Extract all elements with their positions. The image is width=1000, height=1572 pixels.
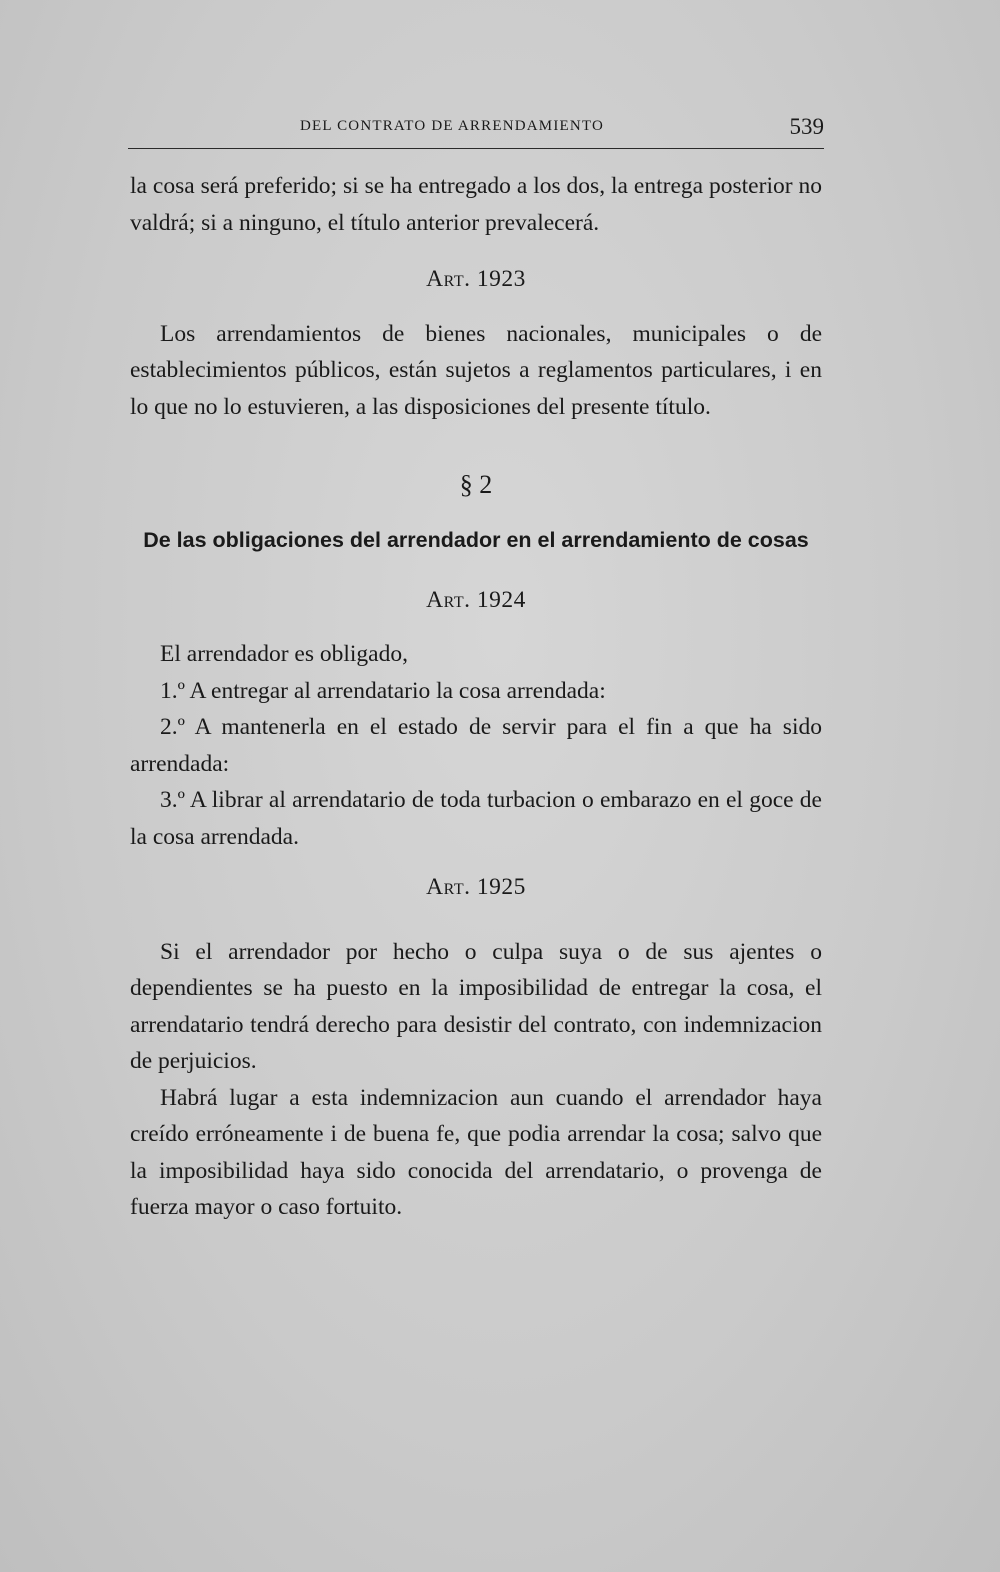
section-mark: § 2 [459,470,493,499]
running-title: DEL CONTRATO DE ARRENDAMIENTO [299,118,605,134]
page-header [128,114,824,144]
header-rule [128,148,824,149]
intro-paragraph: la cosa será preferido; si se ha entregado a los dos, la entrega posterior no valdrá; si a ninguno, el título anterior prevalecerá. [130,173,822,236]
page-number: 539 [789,114,824,139]
page-body [130,168,822,1226]
article-1924-item-1: 1.º A entregar al arrendatario la cosa arrendada: [160,677,606,704]
article-1925-paragraph-1: Si el arrendador por hecho o culpa suya o de sus ajentes o dependientes se ha puesto en la imposibilidad de entregar la cosa, el arrendatario tendrá derecho para desistir del contrato, con indemnizacion de perjuicios. [130,938,822,1074]
article-heading-1923: Art. 1923 [426,266,526,292]
article-heading-1924: Art. 1924 [426,586,526,613]
section-title: De las obligaciones del arrendador en el arrendamiento de cosas [143,527,809,552]
article-heading-1925: Art. 1925 [426,874,526,900]
article-1924-item-3: 3.º A librar al arrendatario de toda turbacion o embarazo en el goce de la cosa arrendada. [130,787,822,850]
article-1924-item-2: 2.º A mantenerla en el estado de servir para el fin a que ha sido arrendada: [130,714,822,777]
article-1925-paragraph-2: Habrá lugar a esta indemnizacion aun cuando el arrendador haya creído erróneamente i de buena fe, que podia arrendar la cosa; salvo que la imposibilidad haya sido conocida del arrendatario, o provenga de fuerza mayor o caso fortuito. [130,1084,822,1220]
article-1923-text: Los arrendamientos de bienes nacionales, municipales o de establecimientos públicos, están sujetos a reglamentos particulares, i en lo que no lo estuvieren, a las disposiciones del presente título. [130,320,822,420]
article-1924-intro: El arrendador es obligado, [160,641,408,667]
